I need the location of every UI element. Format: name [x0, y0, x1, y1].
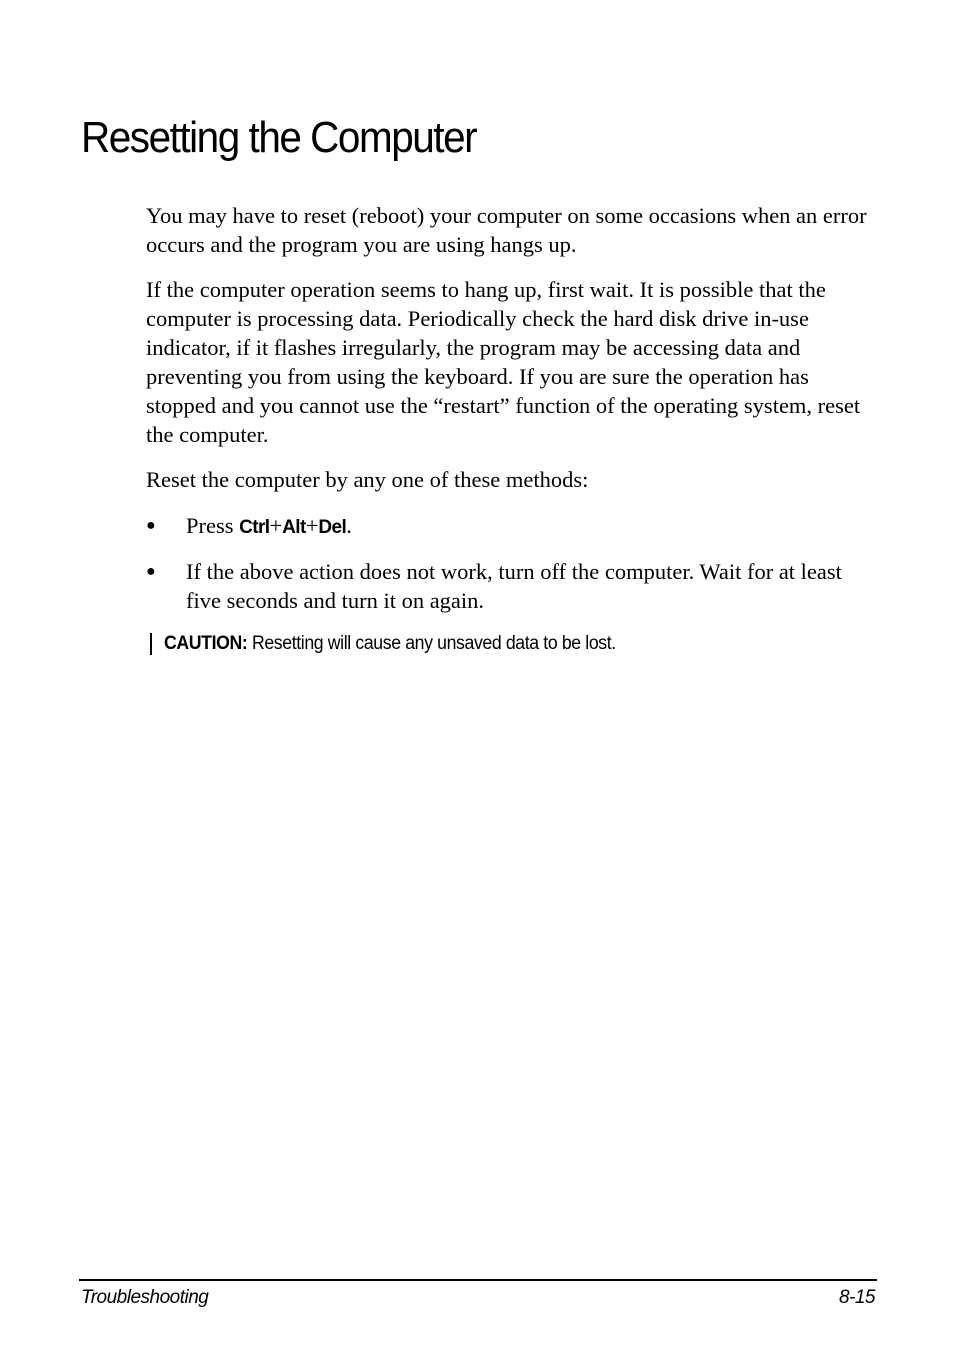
methods-intro-paragraph: Reset the computer by any one of these methods:: [146, 467, 589, 492]
caution-label: CAUTION:: [164, 633, 248, 654]
caution-text: [164, 631, 616, 657]
footer-section-name: Troubleshooting: [81, 1287, 209, 1308]
ctrl-key-label: Ctrl: [239, 517, 270, 538]
bullet-prefix: Press: [186, 513, 240, 538]
page-title: Resetting the Computer: [81, 113, 477, 162]
caution-message: Resetting will cause any unsaved data to be lost.: [247, 633, 616, 654]
caution-note: [150, 631, 650, 657]
bullet-suffix: .: [346, 513, 352, 538]
hang-up-paragraph: If the computer operation seems to hang up, first wait. It is possible that the computer is processing data. Periodically check the hard disk drive in-use indicator, if it flashes irregularly, the program may be accessing data and preventing you from using the keyboard. If you are sure the operation has stopped and you cannot use the “restart” function of the operating system, reset the computer.: [146, 277, 861, 447]
intro-paragraph: You may have to reset (reboot) your computer on some occasions when an error occurs and the program you are using hangs up.: [146, 203, 867, 257]
bullet-text: If the above action does not work, turn off the computer. Wait for at least five seconds and turn it on again.: [186, 559, 842, 613]
plus-sign: +: [305, 513, 319, 538]
plus-sign: +: [269, 513, 283, 538]
bullet-item-ctrl-alt-del: [146, 511, 876, 542]
alt-key-label: Alt: [282, 517, 306, 538]
bullet-item-power-off: [146, 557, 876, 615]
footer-divider: [79, 1279, 877, 1281]
bullet-text: [186, 511, 876, 542]
del-key-label: Del: [318, 517, 347, 538]
footer-page-number: 8-15: [838, 1287, 875, 1308]
caution-bar: [150, 633, 152, 655]
bullet-icon: ●: [146, 517, 156, 534]
bullet-icon: ●: [146, 563, 156, 580]
